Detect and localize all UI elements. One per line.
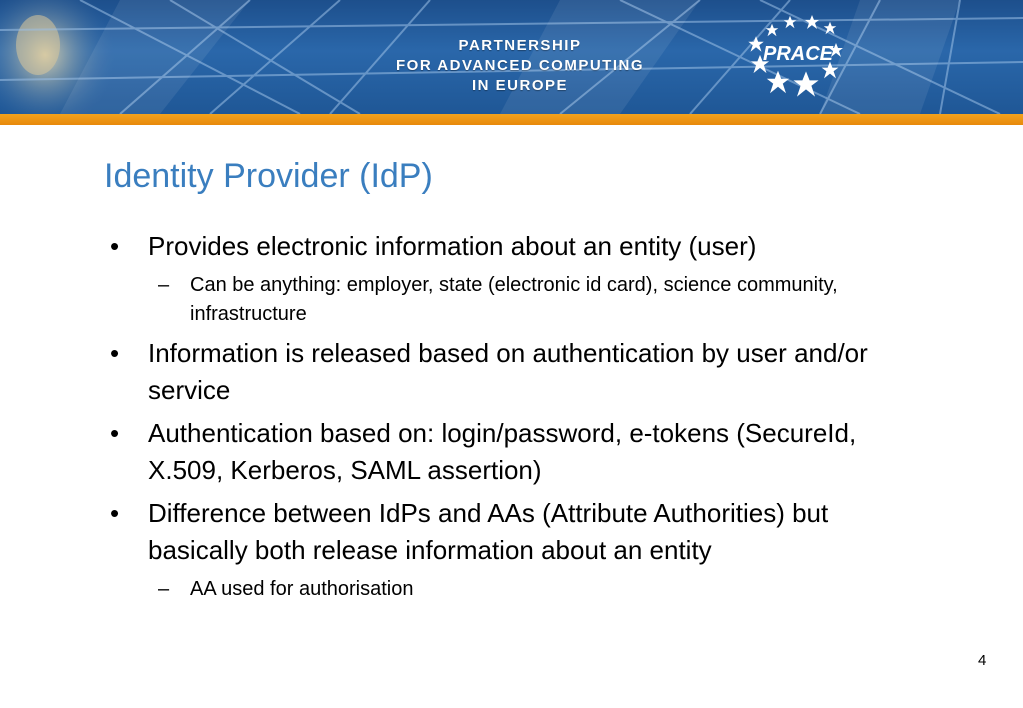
header-accent-bar <box>0 114 1023 125</box>
bullet-item-4 <box>110 495 900 569</box>
bullet-text: Difference between IdPs and AAs (Attribute Authorities) but basically both release information about an entity <box>148 498 829 565</box>
organization-name-line-2: FOR ADVANCED COMPUTING <box>396 57 644 74</box>
bullet-text: Authentication based on: login/password, e-tokens (SecureId, X.509, Kerberos, SAML assertion) <box>148 418 857 485</box>
organization-name <box>360 36 680 96</box>
dash-marker: – <box>158 274 170 296</box>
bullet-marker: • <box>110 231 120 261</box>
bullet-text: Information is released based on authentication by user and/or service <box>148 338 868 405</box>
sub-bullet-item-4-1 <box>110 575 900 604</box>
organization-name-line-1: PARTNERSHIP <box>458 37 582 54</box>
prace-logo-text: PRACE <box>762 43 834 65</box>
sub-bullet-item-1-1 <box>110 271 900 329</box>
slide-title: Identity Provider (IdP) <box>104 157 433 195</box>
bullet-marker: • <box>110 498 120 528</box>
bullet-marker: • <box>110 338 120 368</box>
sub-bullet-text: AA used for authorisation <box>190 578 414 600</box>
bullet-text: Provides electronic information about an entity (user) <box>148 231 757 261</box>
prace-logo <box>720 8 870 108</box>
bullet-item-1 <box>110 228 900 265</box>
bullet-item-2 <box>110 335 900 409</box>
bullet-item-3 <box>110 415 900 489</box>
slide-body <box>110 228 900 610</box>
dash-marker: – <box>158 578 170 600</box>
page-number: 4 <box>978 652 987 669</box>
bullet-marker: • <box>110 418 120 448</box>
sub-bullet-text: Can be anything: employer, state (electronic id card), science community, infrastructure <box>190 274 838 325</box>
organization-name-line-3: IN EUROPE <box>471 77 568 94</box>
header-banner <box>0 0 1023 114</box>
